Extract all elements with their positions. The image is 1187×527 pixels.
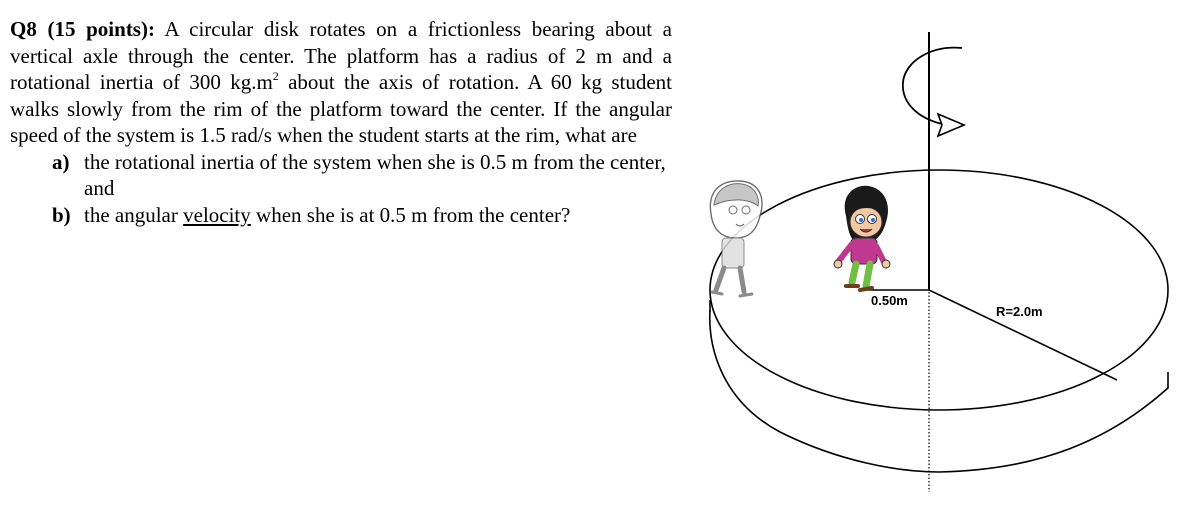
question-text <box>10 16 672 228</box>
part-a-text: the rotational inertia of the system when she is 0.5 m from the center, and <box>84 149 666 200</box>
part-a <box>10 149 672 202</box>
rotation-arrowhead-icon <box>938 114 964 136</box>
superscript-2: 2 <box>272 69 279 83</box>
part-a-label: a) <box>52 149 70 174</box>
question-heading: Q8 (15 points): <box>10 17 155 41</box>
question-body-2: about the axis of rotation. A 60 kg student walks slowly from the rim of the platform toward the center. If the angular speed of the system is 1.5 rad/s when the student starts at the rim, what are <box>10 70 672 147</box>
question-body-1: A circular disk rotates on a frictionless bearing about a vertical axle through the center. The platform has a radius of 2 m and a rotational inertia of 300 kg.m <box>10 17 672 94</box>
part-b-label: b) <box>52 202 71 227</box>
question-paragraph <box>10 16 672 149</box>
part-b-text-2: when she is at 0.5 m from the center? <box>250 202 571 227</box>
part-b <box>10 202 672 229</box>
disk-top-ellipse <box>710 170 1168 410</box>
student-girl-icon <box>834 186 890 290</box>
disk-rim-edge <box>710 310 1168 472</box>
student-at-rim-icon <box>710 181 762 296</box>
part-b-text-1: the angular <box>84 202 184 227</box>
radius-label: R=2.0m <box>996 304 1043 319</box>
rotation-arrow-icon <box>903 48 962 124</box>
rotating-disk-figure <box>690 0 1187 527</box>
part-b-underlined: velocity <box>183 202 251 227</box>
inner-distance-label: 0.50m <box>871 293 908 308</box>
